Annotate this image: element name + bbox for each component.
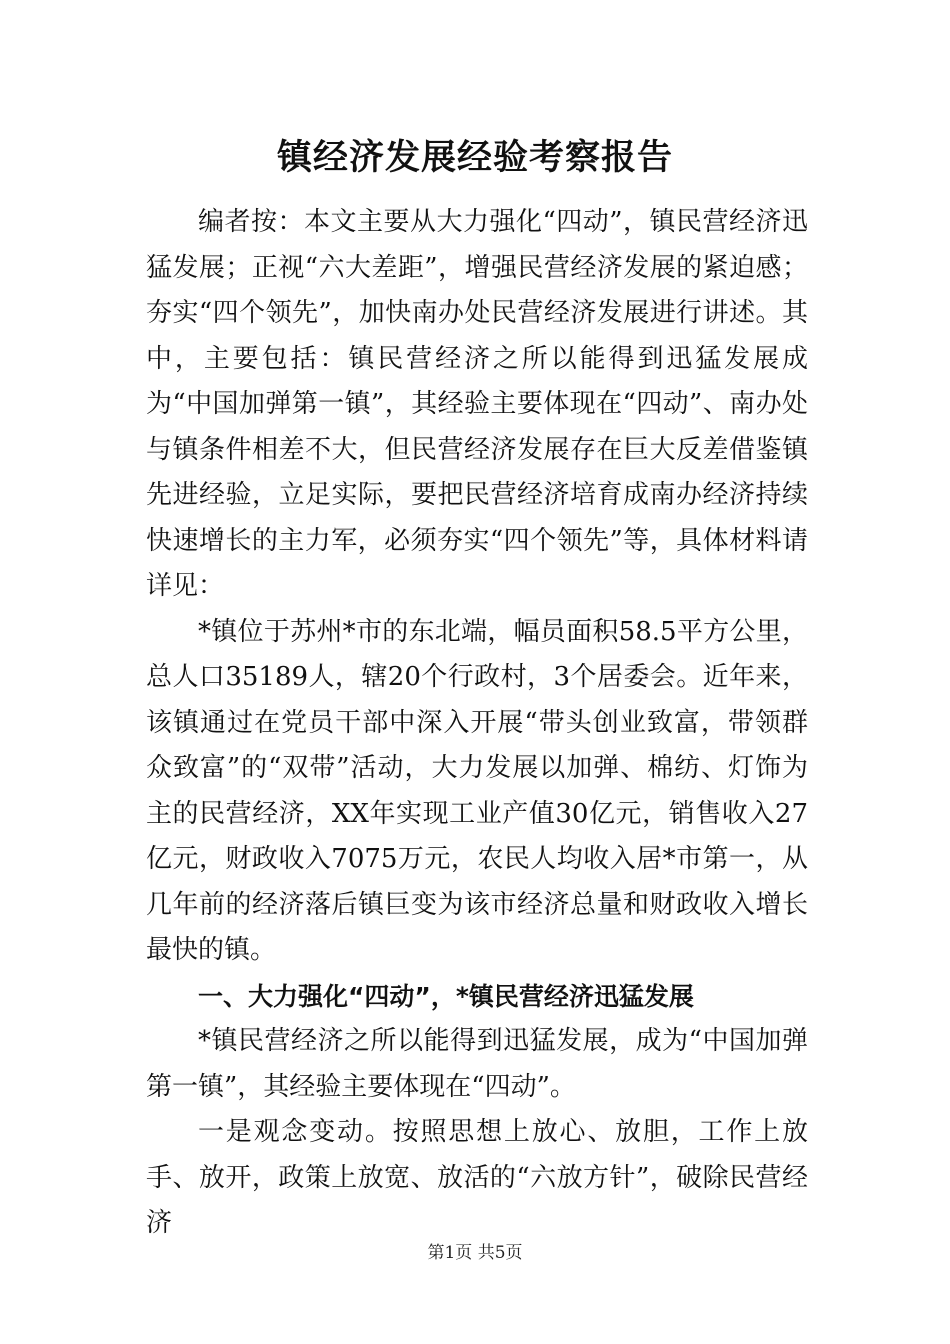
document-body bbox=[146, 200, 808, 1247]
page-footer: 第1页 共5页 bbox=[427, 1243, 523, 1263]
section-heading: 一、大力强化“四动”，*镇民营经济迅猛发展 bbox=[198, 981, 694, 1011]
section-point-paragraph: 一是观念变动。按照思想上放心、放胆，工作上放手、放开，政策上放宽、放活的“六放方针”，破除民营经济 bbox=[146, 1117, 808, 1238]
document-title: 镇经济发展经验考察报告 bbox=[276, 137, 673, 178]
editor-note-paragraph: 编者按：本文主要从大力强化“四动”，镇民营经济迅猛发展；正视“六大差距”，增强民营经济发展的紧迫感；夯实“四个领先”，加快南办处民营经济发展进行讲述。其中，主要包括：镇民营经济之所以能得到迅猛发展成为“中国加弹第一镇”，其经验主要体现在“四动”、南办处与镇条件相差不大，但民营经济发展存在巨大反差借鉴镇先进经验，立足实际，要把民营经济培育成南办经济持续快速增长的主力军，必须夯实“四个领先”等，具体材料请详见： bbox=[146, 207, 808, 601]
overview-paragraph: *镇位于苏州*市的东北端，幅员面积58.5平方公里，总人口35189人，辖20个行政村，3个居委会。近年来，该镇通过在党员干部中深入开展“带头创业致富，带领群众致富”的“双带”活动，大力发展以加弹、棉纺、灯饰为主的民营经济，XX年实现工业产值30亿元，销售收入27亿元，财政收入7075万元，农民人均收入居*市第一，从几年前的经济落后镇巨变为该市经济总量和财政收入增长最快的镇。 bbox=[146, 616, 808, 965]
section-intro-paragraph: *镇民营经济之所以能得到迅猛发展，成为“中国加弹第一镇”，其经验主要体现在“四动”。 bbox=[146, 1026, 808, 1102]
